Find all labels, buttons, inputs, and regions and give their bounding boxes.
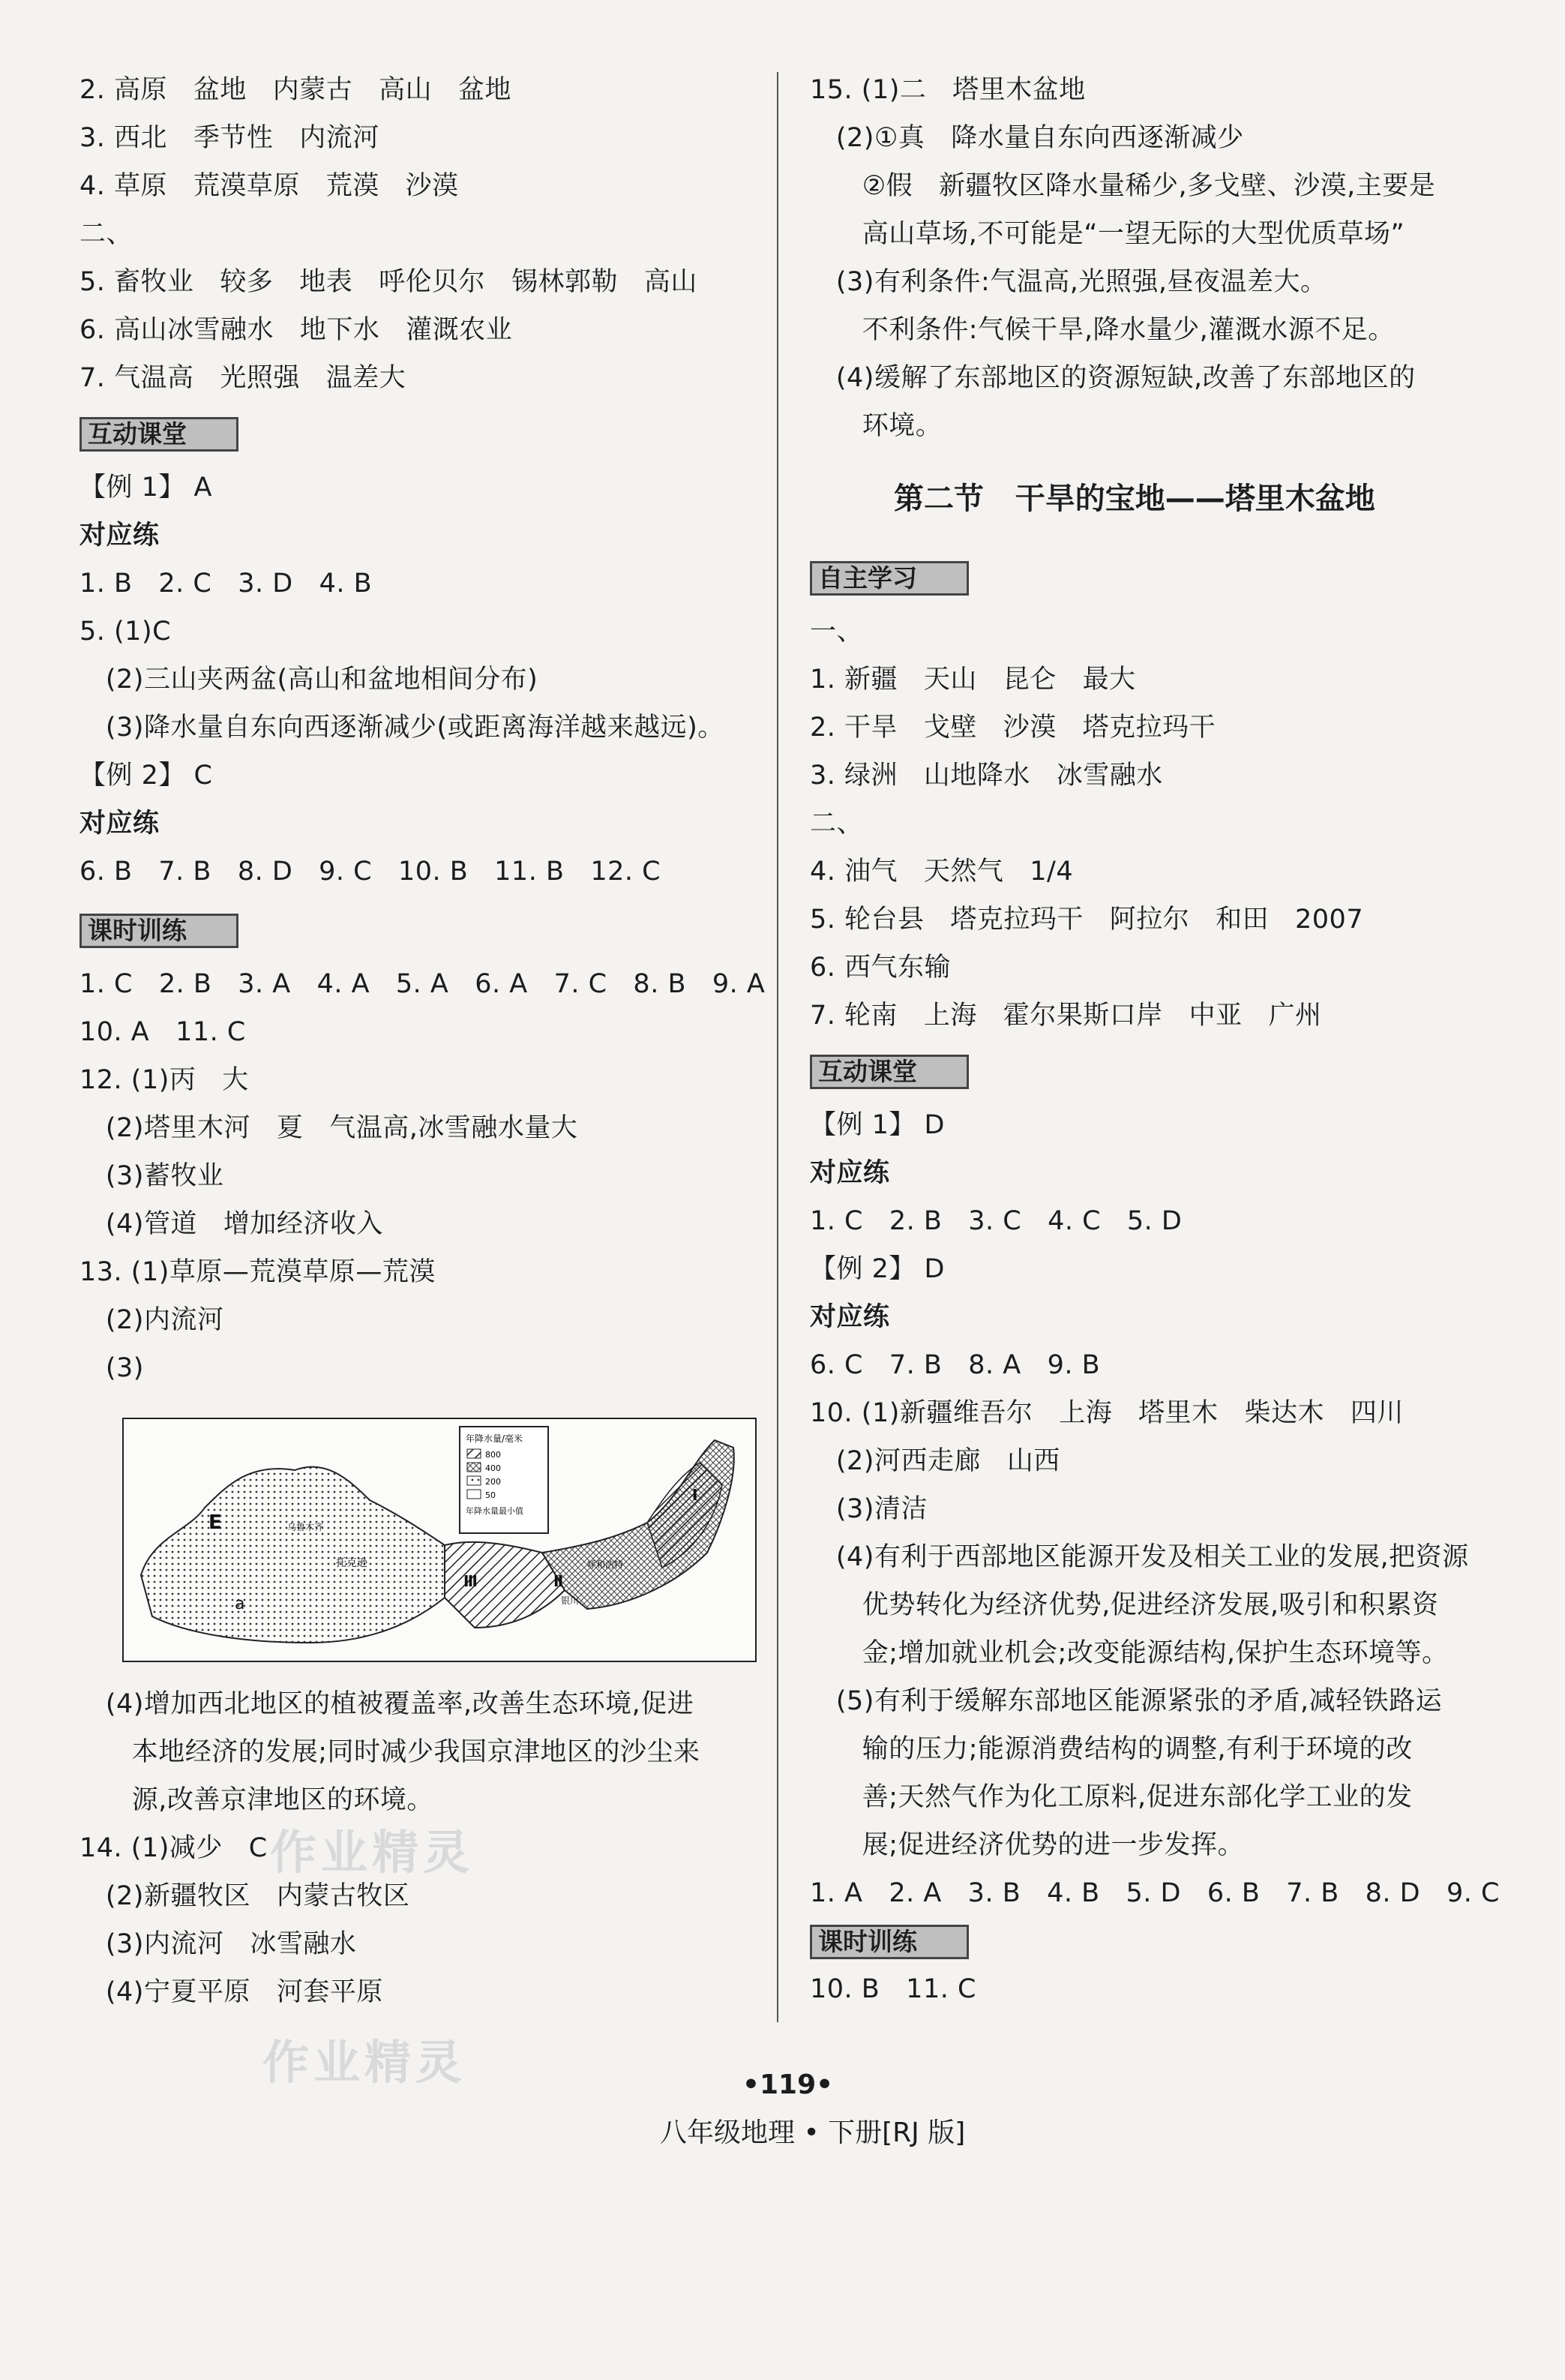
answer-line: 7. 轮南 上海 霍尔果斯口岸 中亚 广州 — [810, 1001, 1322, 1031]
answer-line: 【例 1】 D — [810, 1110, 945, 1140]
answer-line: (2)内流河 — [79, 1305, 224, 1335]
answer-line: 13. (1)草原—荒漠草原—荒漠 — [79, 1257, 436, 1287]
answer-line: 4. 油气 天然气 1/4 — [810, 857, 1074, 887]
answer-line: 3. 西北 季节性 内流河 — [79, 123, 379, 153]
map-label: Ⅰ — [692, 1486, 698, 1504]
answer-line: 不利条件:气候干旱,降水量少,灌溉水源不足。 — [810, 315, 1395, 345]
answer-line: 对应练 — [810, 1158, 890, 1188]
answer-line: (3)有利条件:气温高,光照强,昼夜温差大。 — [810, 267, 1327, 297]
answer-line: (3)蓄牧业 — [79, 1161, 224, 1191]
legend-value: 400 — [485, 1463, 501, 1473]
answer-line: 12. (1)丙 大 — [79, 1065, 249, 1095]
precipitation-map — [122, 1418, 757, 1662]
answer-line: (3)降水量自东向西逐渐减少(或距离海洋越来越远)。 — [79, 713, 724, 743]
answer-line: 6. 西气东输 — [810, 953, 952, 983]
section-title: 第二节 干旱的宝地——塔里木盆地 — [894, 482, 1375, 516]
answer-line: 环境。 — [810, 411, 943, 441]
answer-line: (3)清洁 — [810, 1494, 928, 1524]
answer-line: (2)三山夹两盆(高山和盆地相间分布) — [79, 665, 538, 695]
answer-line: 本地经济的发展;同时减少我国京津地区的沙尘来 — [79, 1737, 700, 1767]
page-number: •119• — [742, 2069, 834, 2100]
answer-line: 【例 2】 C — [79, 761, 213, 791]
map-legend — [460, 1427, 548, 1533]
answer-line: 6. C 7. B 8. A 9. B — [810, 1350, 1101, 1380]
answer-line: (4)管道 增加经济收入 — [79, 1209, 383, 1239]
answer-line: 6. 高山冰雪融水 地下水 灌溉农业 — [79, 315, 513, 345]
legend-note: 年降水量最小值 — [466, 1506, 523, 1516]
answer-line: ②假 新疆牧区降水量稀少,多戈壁、沙漠,主要是 — [810, 171, 1436, 201]
section-bar-interactive: 互动课堂 — [79, 417, 238, 452]
answer-line: (3)内流河 冰雪融水 — [79, 1929, 357, 1959]
section-bar-interactive: 互动课堂 — [810, 1055, 969, 1089]
watermark: 作业精灵 — [262, 2035, 467, 2090]
answer-line: 2. 干旱 戈壁 沙漠 塔克拉玛干 — [810, 713, 1216, 743]
map-label: 呼和浩特 — [587, 1559, 624, 1570]
answer-line: (5)有利于缓解东部地区能源紧张的矛盾,减轻铁路运 — [810, 1686, 1443, 1716]
answer-line: (4)有利于西部地区能源开发及相关工业的发展,把资源 — [810, 1542, 1469, 1572]
map-label: 银川 — [561, 1595, 580, 1606]
map-label: E — [208, 1511, 222, 1534]
answer-line: 7. 气温高 光照强 温差大 — [79, 363, 406, 393]
answer-line: 1. 新疆 天山 昆仑 最大 — [810, 665, 1136, 695]
answer-line: 2. 高原 盆地 内蒙古 高山 盆地 — [79, 75, 512, 105]
answer-line: 善;天然气作为化工原料,促进东部化学工业的发 — [810, 1782, 1413, 1812]
answer-line: 5. 畜牧业 较多 地表 呼伦贝尔 锡林郭勒 高山 — [79, 267, 697, 297]
answer-line: (2)河西走廊 山西 — [810, 1446, 1060, 1476]
map-label: a — [235, 1595, 245, 1613]
answer-line: 6. B 7. B 8. D 9. C 10. B 11. B 12. C — [79, 857, 661, 887]
answer-line: 优势转化为经济优势,促进经济发展,吸引和积累资 — [810, 1590, 1439, 1620]
answer-line: 1. A 2. A 3. B 4. B 5. D 6. B 7. B 8. D 9. C — [810, 1878, 1500, 1908]
answer-line: 3. 绿洲 山地降水 冰雪融水 — [810, 761, 1163, 791]
answer-line: 金;增加就业机会;改变能源结构,保护生态环境等。 — [810, 1638, 1449, 1668]
answer-line: 【例 2】 D — [810, 1254, 945, 1284]
answer-line: 5. (1)C — [79, 617, 172, 647]
answer-line: 10. A 11. C — [79, 1017, 246, 1047]
legend-value: 800 — [485, 1450, 501, 1460]
answer-line: 10. B 11. C — [810, 1974, 976, 2004]
watermark: 作业精灵 — [270, 1825, 475, 1880]
map-label: 乌鲁木齐 — [287, 1522, 324, 1532]
answer-line: (3) — [79, 1353, 144, 1383]
answer-line: (2)塔里木河 夏 气温高,冰雪融水量大 — [79, 1113, 578, 1143]
answer-line: 源,改善京津地区的环境。 — [79, 1785, 433, 1815]
answer-line: 一、 — [810, 617, 864, 647]
map-label: Ⅲ — [463, 1572, 478, 1590]
answer-line: 【例 1】 A — [79, 473, 212, 503]
answer-line: (2)①真 降水量自东向西逐渐减少 — [810, 123, 1244, 153]
answer-line: 对应练 — [810, 1302, 890, 1332]
section-bar-practice: 课时训练 — [79, 914, 238, 948]
legend-title: 年降水量/毫米 — [466, 1433, 523, 1444]
answer-line: 1. C 2. B 3. C 4. C 5. D — [810, 1206, 1183, 1236]
answer-line: 4. 草原 荒漠草原 荒漠 沙漠 — [79, 171, 459, 201]
answer-line: 对应练 — [79, 521, 160, 551]
answer-line: (4)增加西北地区的植被覆盖率,改善生态环境,促进 — [79, 1689, 694, 1719]
answer-line: (4)缓解了东部地区的资源短缺,改善了东部地区的 — [810, 363, 1416, 393]
answer-line: 5. 轮台县 塔克拉玛干 阿拉尔 和田 2007 — [810, 905, 1364, 935]
column-divider — [777, 72, 778, 2022]
map-label: Ⅱ — [553, 1572, 564, 1590]
answer-line: (2)新疆牧区 内蒙古牧区 — [79, 1881, 410, 1911]
answer-line: 二、 — [79, 219, 133, 249]
section-bar-self-study: 自主学习 — [810, 561, 969, 596]
answer-line: 高山草场,不可能是“一望无际的大型优质草场” — [810, 219, 1405, 249]
answer-line: 1. B 2. C 3. D 4. B — [79, 569, 373, 599]
answer-line: 输的压力;能源消费结构的调整,有利于环境的改 — [810, 1734, 1413, 1764]
answer-line: 14. (1)减少 C — [79, 1833, 268, 1863]
book-info: 八年级地理 • 下册[RJ 版] — [660, 2117, 966, 2148]
answer-line: 1. C 2. B 3. A 4. A 5. A 6. A 7. C 8. B 9. A — [79, 969, 766, 999]
map-label: 托克逊 — [336, 1557, 367, 1569]
answer-line: 展;促进经济优势的进一步发挥。 — [810, 1830, 1245, 1860]
answer-line: 15. (1)二 塔里木盆地 — [810, 75, 1086, 105]
answer-line: 二、 — [810, 809, 864, 839]
legend-value: 200 — [485, 1477, 501, 1487]
answer-line: (4)宁夏平原 河套平原 — [79, 1977, 383, 2007]
legend-value: 50 — [485, 1490, 496, 1500]
answer-line: 10. (1)新疆维吾尔 上海 塔里木 柴达木 四川 — [810, 1398, 1404, 1428]
section-bar-practice: 课时训练 — [810, 1925, 969, 1959]
answer-line: 对应练 — [79, 809, 160, 839]
